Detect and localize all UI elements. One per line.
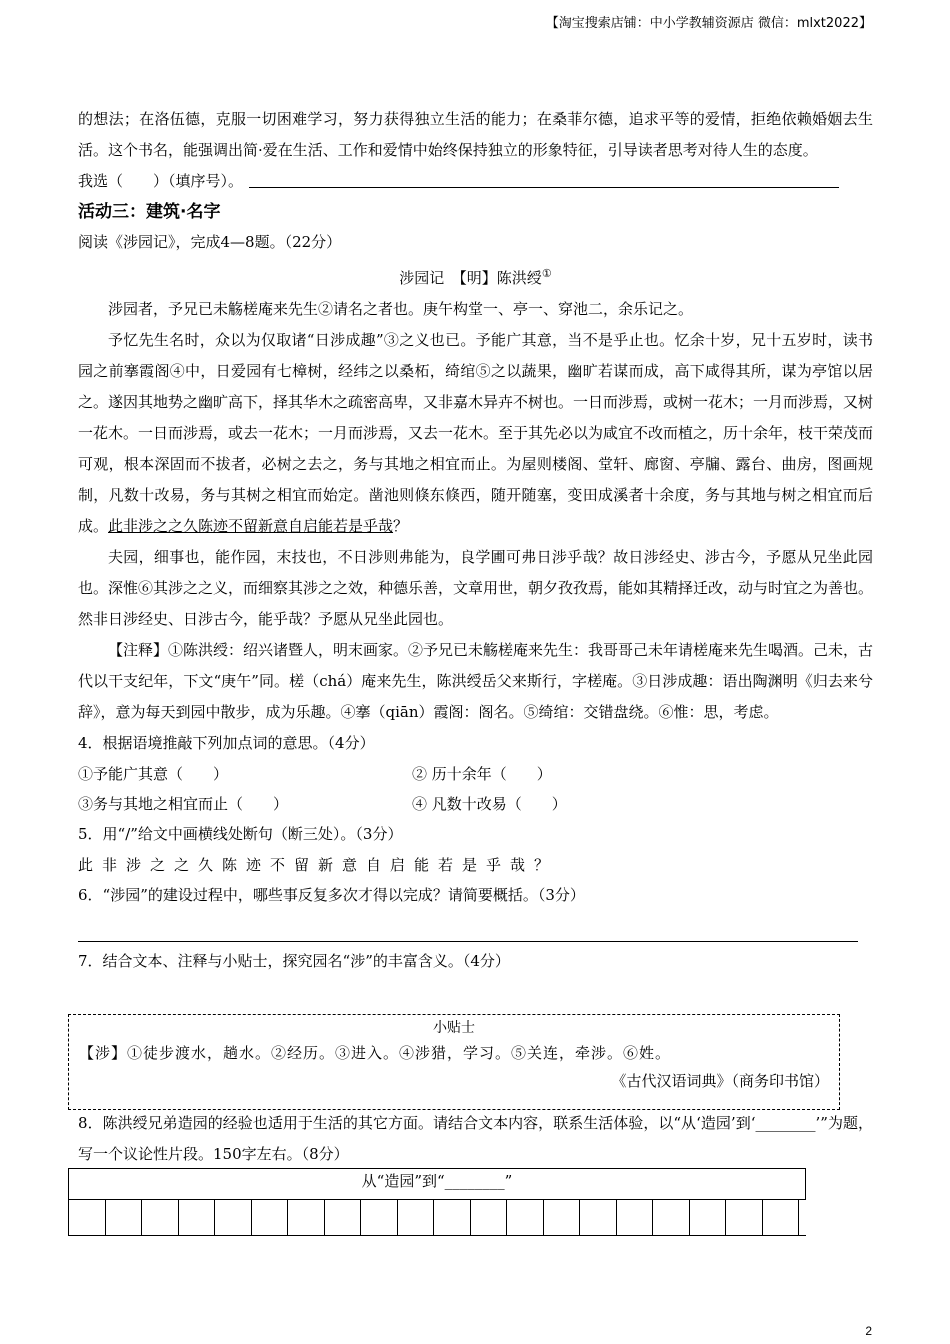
grid-cell[interactable] [763, 1200, 799, 1235]
grid-cell[interactable] [726, 1200, 763, 1235]
article-paragraph-2: 予忆先生名时，众以为仅取诸“日涉成趣”③之义也已。予能广其意，当不是乎止也。忆余十岁，兄十五岁时，读书园之前搴霞阁④中，日爱园有七樟树，经纬之以桑柘，绮绾⑤之以蔬果，幽旷若谋而成，高下咸得其所，谋为亭馆以居之。遂因其地势之幽旷高下，择其华木之疏密高卑，又非嘉木异卉不树也。一日而涉焉，或树一花木；一月而涉焉，又树一花木。一日而涉焉，或去一花木；一月而涉焉，又去一花木。至于其先必以为咸宜不改而植之，历十余年，枝干荣茂而可观，根本深固而不拔者，必树之去之，务与其地之相宜而止。为屋则楼阁、堂轩、廊窗、亭牖、露台、曲房，图画规制，凡数十改易，务与其树之相宜而始定。凿池则倏东倏西，随开随塞，变田成溪者十余度，务与其地与树之相宜而后成。此非涉之之久陈迹不留新意自启能若是乎哉？ [78, 331, 874, 535]
grid-cell[interactable] [69, 1200, 106, 1235]
q4-row-2 [78, 789, 873, 819]
article-title-note: ① [541, 267, 552, 280]
q5-sentence: 此非涉之之久陈迹不留新意自启能若是乎哉？ [78, 856, 559, 874]
grid-cell[interactable] [690, 1200, 726, 1235]
grid-cell[interactable] [142, 1200, 179, 1235]
grid-cell[interactable] [179, 1200, 215, 1235]
article-title: 涉园记 【明】陈洪绶① [399, 267, 552, 287]
choice-answer-line[interactable] [249, 169, 839, 188]
page-content [78, 104, 873, 977]
underlined-sentence: 此非涉之之久陈迹不留新意自启能若是乎哉 [108, 517, 394, 535]
activity-title: 活动三：建筑·名字 [78, 202, 221, 222]
grid-cell[interactable] [507, 1200, 544, 1235]
writing-grid-title: 从“造园”到“________” [68, 1168, 806, 1200]
grid-cell[interactable] [471, 1200, 507, 1235]
question-7: 7．结合文本、注释与小贴士，探究园名“涉”的丰富含义。（4分） [78, 952, 510, 970]
question-8-block [78, 1108, 873, 1170]
grid-cell[interactable] [580, 1200, 617, 1235]
article-notes: 【注释】①陈洪绶：绍兴诸暨人，明末画家。②予兄已未觞槎庵来先生：我哥哥己未年请槎庵来先生喝酒。己未，古代以干支纪年，下文“庚午”同。槎（chá）庵来先生，陈洪绶岳父来斯行，字槎庵。③日涉成趣：语出陶渊明《归去来兮辞》，意为每天到园中散步，成为乐趣。④搴（qiān）霞阁：阁名。⑤绮绾：交错盘绕。⑥惟：思，考虑。 [78, 641, 874, 721]
choice-label: 我选（ ）（填序号）。 [78, 172, 244, 190]
tip-box [68, 1014, 840, 1110]
grid-cell[interactable] [215, 1200, 252, 1235]
q4-item-2: ② 历十余年（ ） [412, 765, 552, 783]
question-6: 6．“涉园”的建设过程中，哪些事反复多次才得以完成？请简要概括。（3分） [78, 886, 585, 904]
article-paragraph-3: 夫园，细事也，能作园，末技也，不日涉则弗能为，良学圃可弗日涉乎哉？故日涉经史、涉古今，予愿从兄坐此园也。深惟⑥其涉之之义，而细察其涉之之效，种德乐善，文章用世，朝夕孜孜焉，能如其精择迁改，动与时宜之为善也。然非日涉经史、日涉古今，能乎哉？予愿从兄坐此园也。 [78, 548, 874, 628]
grid-cell[interactable] [617, 1200, 653, 1235]
grid-cell[interactable] [434, 1200, 471, 1235]
reading-instruction: 阅读《涉园记》，完成4—8题。（22分） [78, 233, 342, 251]
q4-item-1: ①予能广其意（ ） [78, 765, 229, 783]
choice-line [78, 166, 873, 197]
grid-cell[interactable] [398, 1200, 434, 1235]
page-number: 2 [865, 1324, 872, 1338]
grid-cell[interactable] [325, 1200, 361, 1235]
intro-paragraph: 的想法；在洛伍德，克服一切困难学习，努力获得独立生活的能力；在桑菲尔德，追求平等的爱情，拒绝依赖婚姻去生活。这个书名，能强调出简·爱在生活、工作和爱情中始终保持独立的形象特征，引导读者思考对待人生的态度。 [78, 110, 873, 159]
grid-cell[interactable] [252, 1200, 288, 1235]
q4-item-3: ③务与其地之相宜而止（ ） [78, 795, 289, 813]
page-header: 【淘宝搜索店铺：中小学教辅资源店 微信：mlxt2022】 [545, 16, 872, 31]
grid-cell[interactable] [288, 1200, 325, 1235]
writing-grid-row[interactable] [68, 1200, 806, 1236]
article-paragraph-1: 涉园者，予兄已未觞槎庵来先生②请名之者也。庚午构堂一、亭一、穿池二，余乐记之。 [108, 300, 694, 318]
q4-row-1 [78, 759, 873, 789]
question-5: 5．用“/”给文中画横线处断句（断三处）。（3分） [78, 825, 403, 843]
grid-cell[interactable] [106, 1200, 142, 1235]
tip-source: 《古代汉语词典》（商务印书馆） [611, 1072, 829, 1090]
grid-cell[interactable] [361, 1200, 398, 1235]
writing-grid [68, 1168, 806, 1236]
question-4: 4．根据语境推敲下列加点词的意思。（4分） [78, 734, 375, 752]
q6-answer-line[interactable] [78, 911, 858, 942]
grid-cell[interactable] [544, 1200, 580, 1235]
grid-cell[interactable] [653, 1200, 690, 1235]
tip-title: 小贴士 [433, 1020, 475, 1036]
q4-item-4: ④ 凡数十改易（ ） [412, 795, 567, 813]
question-8: 8．陈洪绶兄弟造园的经验也适用于生活的其它方面。请结合文本内容，联系生活体验，以“从‘造园’到‘________’”为题，写一个议论性片段。150字左右。（8分） [78, 1114, 873, 1163]
tip-body: 【涉】①徒步渡水，趟水。②经历。③进入。④涉猎，学习。⑤关连，牵涉。⑥姓。 [79, 1044, 672, 1062]
